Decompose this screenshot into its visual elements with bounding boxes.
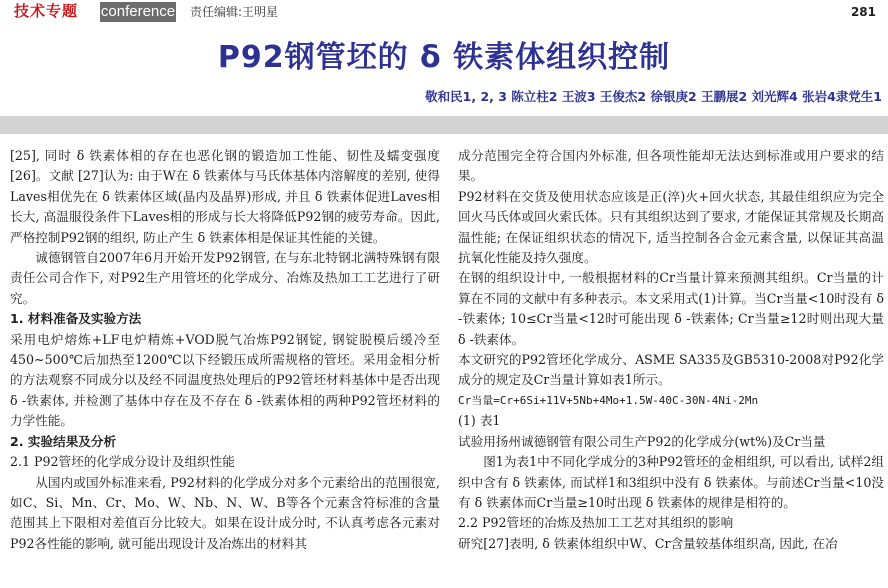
paragraph: 本文研究的P92管坯化学成分、ASME SA335及GB5310-2008对P92化学成分的规定及Cr当量计算如表1所示。	[458, 352, 884, 388]
section-tag: 技术专题	[8, 2, 84, 21]
paragraph: P92材料在交货及使用状态应该是正(淬)火+回火状态, 其最佳组织应为完全回火马氏体或回火索氏体。只有其组织达到了要求, 才能保证其常规及长期高温性能; 在保证组织状态的情况下, 适当控制各合金元素含量, 以保证其高温抗氧化性能及持久强度。	[458, 188, 884, 266]
paragraph: [25], 同时 δ 铁素体相的存在也恶化钢的锻造加工性能、韧性及蠕变强度 [26]。文献 [27]认为: 由于W在 δ 铁素体与马氏体基体内溶解度的差别, 使得Laves相优先在 δ 铁素体区域(晶内及晶界)形成, 并且 δ 铁素体促进Laves相长大, 高温服役条件下Laves相的形成与长大将降低P92钢的疲劳寿命。因此, 严格控制P92钢的组织, 防止产生 δ 铁素体相是保证其性能的关键。	[10, 148, 440, 245]
paragraph: 成分范围完全符合国内外标准, 但各项性能却无法达到标准或用户要求的结果。	[458, 148, 884, 184]
paragraph: 在钢的组织设计中, 一般根据材料的Cr当量计算来预测其组织。Cr当量的计算在不同的文献中有多种表示。本文采用式(1)计算。当Cr当量<10时没有 δ -铁素体; 10≤Cr当量<12时可能出现 δ -铁素体; Cr当量≥12时则出现大量 δ -铁素体。	[458, 270, 884, 347]
running-header	[0, 0, 888, 24]
paragraph: 图1为表1中不同化学成分的3种P92管坯的金相组织, 可以看出, 试样2组织中含有 δ 铁素体, 而试样1和3组织中没有 δ 铁素体。与前述Cr当量<10没有 δ 铁素体而Cr当量≥10时出现 δ 铁素体的规律是相符的。	[458, 454, 884, 510]
subsection-heading: 2.2 P92管坯的冶炼及热加工工艺对其组织的影响	[458, 515, 734, 531]
header-divider-band	[0, 116, 888, 134]
paragraph: 研究[27]表明, δ 铁素体组织中W、Cr含量较基体组织高, 因此, 在冶	[458, 535, 838, 551]
equation-label: (1) 表1	[458, 413, 501, 429]
section-heading: 1. 材料准备及实验方法	[10, 311, 142, 327]
table-caption: 试验用扬州诚德钢管有限公司生产P92的化学成分(wt%)及Cr当量	[458, 433, 826, 449]
paragraph: 从国内或国外标准来看, P92材料的化学成分对多个元素给出的范围很宽, 如C、Si、Mn、Cr、Mo、W、Nb、N、W、B等各个元素含符标准的含量范围其上下限相对差值百分比较大。如果在设计成分时, 不认真考虑各元素对P92各性能的影响, 就可能出现设计及冶炼出的材料其	[10, 474, 440, 551]
right-column	[458, 146, 884, 554]
article-authors: 敬和民1, 2, 3 陈立柱2 王波3 王俊杰2 徐银庚2 王鹏展2 刘光辉4 张岩4隶党生1	[425, 89, 882, 104]
section-tag-en: conference	[100, 3, 176, 20]
article-title: P92钢管坯的 δ 铁素体组织控制	[217, 40, 671, 75]
page-number: 281	[850, 5, 876, 19]
section-heading: 2. 实验结果及分析	[10, 433, 117, 449]
editor-credit: 责任编辑:王明星	[190, 5, 279, 19]
formula: Cr当量=Cr+6Si+11V+5Nb+4Mo+1.5W-40C-30N-4Ni-2Mn	[458, 393, 759, 407]
left-column	[10, 146, 440, 554]
paragraph: 诚德钢管自2007年6月开始开发P92钢管, 在与东北特钢北满特殊钢有限责任公司合作下, 对P92生产用管坯的化学成分、冶炼及热加工工艺进行了研究。	[10, 250, 440, 306]
paragraph: 采用电炉熔炼+LF电炉精炼+VOD脱气冶炼P92钢锭, 钢锭脱模后缓冷至450~500℃后加热至1200℃以下经锻压成所需规格的管坯。采用金相分析的方法观察不同成分以及经不同温度热处理后的P92管坯材料基体中是否出现 δ -铁素体, 并检测了基体中存在及不存在 δ -铁素体相的两种P92管坯材料的力学性能。	[10, 331, 440, 429]
subsection-heading: 2.1 P92管坯的化学成分设计及组织性能	[10, 454, 235, 470]
